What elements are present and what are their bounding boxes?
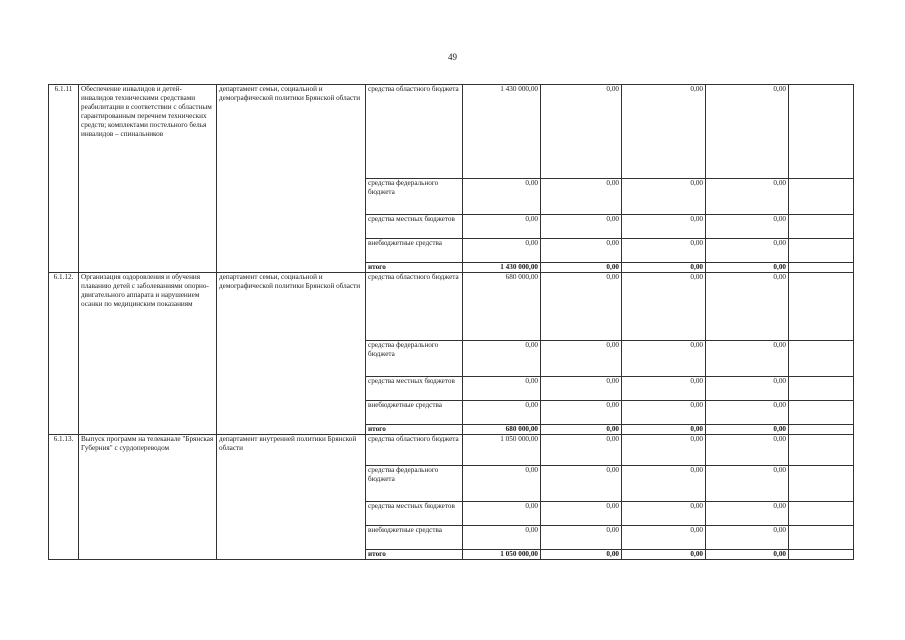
amount-cell: 0,00 bbox=[706, 179, 789, 215]
table-row bbox=[49, 179, 854, 215]
amount-cell: 680 000,00 bbox=[463, 425, 541, 435]
empty-cell bbox=[789, 435, 854, 466]
amount-cell: 0,00 bbox=[622, 263, 706, 273]
empty-cell bbox=[789, 179, 854, 215]
empty-cell bbox=[217, 263, 366, 273]
amount-cell: 0,00 bbox=[622, 85, 706, 179]
empty-cell bbox=[49, 502, 79, 526]
table-row bbox=[49, 435, 854, 466]
amount-cell: 0,00 bbox=[541, 401, 622, 425]
empty-cell bbox=[789, 377, 854, 401]
table-row bbox=[49, 550, 854, 560]
empty-cell bbox=[789, 550, 854, 560]
empty-cell bbox=[789, 502, 854, 526]
funding-source: средства местных бюджетов bbox=[366, 215, 463, 239]
amount-cell: 0,00 bbox=[622, 425, 706, 435]
amount-cell: 0,00 bbox=[463, 341, 541, 377]
funding-source: средства местных бюджетов bbox=[366, 502, 463, 526]
amount-cell: 0,00 bbox=[706, 550, 789, 560]
funding-source: внебюджетные средства bbox=[366, 526, 463, 550]
amount-cell: 0,00 bbox=[706, 401, 789, 425]
page-number: 49 bbox=[448, 52, 457, 62]
amount-cell: 0,00 bbox=[463, 377, 541, 401]
empty-cell bbox=[79, 401, 217, 425]
table-row bbox=[49, 263, 854, 273]
amount-cell: 0,00 bbox=[706, 502, 789, 526]
empty-cell bbox=[49, 263, 79, 273]
amount-cell: 0,00 bbox=[541, 179, 622, 215]
empty-cell bbox=[217, 341, 366, 377]
empty-cell bbox=[217, 401, 366, 425]
empty-cell bbox=[789, 425, 854, 435]
empty-cell bbox=[49, 466, 79, 502]
funding-source: итого bbox=[366, 425, 463, 435]
empty-cell bbox=[79, 550, 217, 560]
empty-cell bbox=[789, 526, 854, 550]
amount-cell: 0,00 bbox=[541, 466, 622, 502]
funding-source: средства федерального бюджета bbox=[366, 466, 463, 502]
empty-cell bbox=[789, 341, 854, 377]
funding-source: средства областного бюджета bbox=[366, 85, 463, 179]
amount-cell: 0,00 bbox=[622, 401, 706, 425]
amount-cell: 0,00 bbox=[622, 239, 706, 263]
amount-cell: 0,00 bbox=[622, 215, 706, 239]
budget-table bbox=[48, 84, 854, 560]
empty-cell bbox=[49, 377, 79, 401]
amount-cell: 0,00 bbox=[541, 502, 622, 526]
amount-cell: 0,00 bbox=[541, 263, 622, 273]
funding-source: внебюджетные средства bbox=[366, 239, 463, 263]
measure-name: Обеспечение инвалидов и детей-инвалидов техническими средствами реабилитации в соответствии с областным гарантированным перечнем технических средств; комплектами постельного белья инвалидов – спинальников bbox=[79, 85, 217, 179]
amount-cell: 0,00 bbox=[622, 377, 706, 401]
funding-source: средства областного бюджета bbox=[366, 435, 463, 466]
amount-cell: 0,00 bbox=[706, 239, 789, 263]
empty-cell bbox=[49, 550, 79, 560]
amount-cell: 1 050 000,00 bbox=[463, 435, 541, 466]
empty-cell bbox=[79, 425, 217, 435]
empty-cell bbox=[49, 179, 79, 215]
amount-cell: 0,00 bbox=[541, 425, 622, 435]
empty-cell bbox=[789, 273, 854, 341]
empty-cell bbox=[49, 526, 79, 550]
table-row bbox=[49, 341, 854, 377]
table-row bbox=[49, 526, 854, 550]
amount-cell: 0,00 bbox=[541, 341, 622, 377]
empty-cell bbox=[789, 263, 854, 273]
amount-cell: 0,00 bbox=[706, 466, 789, 502]
measure-number: 6.1.13. bbox=[49, 435, 79, 466]
amount-cell: 0,00 bbox=[622, 341, 706, 377]
empty-cell bbox=[79, 341, 217, 377]
amount-cell: 0,00 bbox=[706, 377, 789, 401]
empty-cell bbox=[217, 466, 366, 502]
amount-cell: 0,00 bbox=[706, 85, 789, 179]
amount-cell: 0,00 bbox=[541, 239, 622, 263]
empty-cell bbox=[789, 215, 854, 239]
amount-cell: 0,00 bbox=[541, 377, 622, 401]
funding-source: средства местных бюджетов bbox=[366, 377, 463, 401]
empty-cell bbox=[789, 239, 854, 263]
empty-cell bbox=[49, 401, 79, 425]
empty-cell bbox=[789, 466, 854, 502]
amount-cell: 0,00 bbox=[541, 273, 622, 341]
table-row bbox=[49, 239, 854, 263]
empty-cell bbox=[49, 425, 79, 435]
empty-cell bbox=[49, 341, 79, 377]
measure-executor: департамент семьи, социальной и демографической политики Брянской области bbox=[217, 85, 366, 179]
amount-cell: 0,00 bbox=[706, 526, 789, 550]
empty-cell bbox=[49, 215, 79, 239]
empty-cell bbox=[217, 526, 366, 550]
amount-cell: 0,00 bbox=[463, 239, 541, 263]
empty-cell bbox=[217, 550, 366, 560]
amount-cell: 1 430 000,00 bbox=[463, 85, 541, 179]
empty-cell bbox=[79, 377, 217, 401]
amount-cell: 0,00 bbox=[622, 179, 706, 215]
empty-cell bbox=[217, 377, 366, 401]
amount-cell: 0,00 bbox=[541, 215, 622, 239]
table-row bbox=[49, 425, 854, 435]
funding-source: итого bbox=[366, 263, 463, 273]
funding-source: средства федерального бюджета bbox=[366, 179, 463, 215]
empty-cell bbox=[49, 239, 79, 263]
empty-cell bbox=[79, 466, 217, 502]
measure-executor: департамент внутренней политики Брянской области bbox=[217, 435, 366, 466]
amount-cell: 1 050 000,00 bbox=[463, 550, 541, 560]
empty-cell bbox=[789, 85, 854, 179]
empty-cell bbox=[217, 239, 366, 263]
empty-cell bbox=[217, 502, 366, 526]
table-row bbox=[49, 466, 854, 502]
amount-cell: 0,00 bbox=[706, 435, 789, 466]
amount-cell: 0,00 bbox=[463, 502, 541, 526]
table-row bbox=[49, 502, 854, 526]
amount-cell: 1 430 000,00 bbox=[463, 263, 541, 273]
table-row bbox=[49, 273, 854, 341]
table-row bbox=[49, 401, 854, 425]
empty-cell bbox=[217, 215, 366, 239]
funding-source: итого bbox=[366, 550, 463, 560]
empty-cell bbox=[79, 239, 217, 263]
empty-cell bbox=[79, 263, 217, 273]
amount-cell: 0,00 bbox=[622, 435, 706, 466]
table-row bbox=[49, 85, 854, 179]
empty-cell bbox=[79, 215, 217, 239]
amount-cell: 0,00 bbox=[463, 215, 541, 239]
empty-cell bbox=[79, 502, 217, 526]
empty-cell bbox=[79, 179, 217, 215]
amount-cell: 0,00 bbox=[541, 435, 622, 466]
amount-cell: 0,00 bbox=[706, 263, 789, 273]
empty-cell bbox=[217, 179, 366, 215]
table-row bbox=[49, 215, 854, 239]
measure-name: Организация оздоровления и обучения плаванию детей с заболеваниями опорно-двигательного аппарата и нарушением осанки по медицинским показаниям bbox=[79, 273, 217, 341]
empty-cell bbox=[79, 526, 217, 550]
amount-cell: 0,00 bbox=[706, 273, 789, 341]
amount-cell: 0,00 bbox=[463, 526, 541, 550]
amount-cell: 0,00 bbox=[622, 526, 706, 550]
amount-cell: 0,00 bbox=[463, 466, 541, 502]
amount-cell: 0,00 bbox=[706, 215, 789, 239]
amount-cell: 0,00 bbox=[463, 401, 541, 425]
empty-cell bbox=[789, 401, 854, 425]
amount-cell: 0,00 bbox=[622, 273, 706, 341]
measure-name: Выпуск программ на телеканале "Брянская Губерния" с сурдопереводом bbox=[79, 435, 217, 466]
measure-executor: департамент семьи, социальной и демографической политики Брянской области bbox=[217, 273, 366, 341]
amount-cell: 0,00 bbox=[541, 550, 622, 560]
amount-cell: 0,00 bbox=[622, 466, 706, 502]
amount-cell: 0,00 bbox=[706, 341, 789, 377]
amount-cell: 0,00 bbox=[541, 85, 622, 179]
amount-cell: 0,00 bbox=[463, 179, 541, 215]
amount-cell: 0,00 bbox=[622, 550, 706, 560]
amount-cell: 0,00 bbox=[541, 526, 622, 550]
funding-source: средства федерального бюджета bbox=[366, 341, 463, 377]
measure-number: 6.1.12. bbox=[49, 273, 79, 341]
funding-source: внебюджетные средства bbox=[366, 401, 463, 425]
funding-source: средства областного бюджета bbox=[366, 273, 463, 341]
amount-cell: 0,00 bbox=[706, 425, 789, 435]
amount-cell: 680 000,00 bbox=[463, 273, 541, 341]
table-row bbox=[49, 377, 854, 401]
empty-cell bbox=[217, 425, 366, 435]
amount-cell: 0,00 bbox=[622, 502, 706, 526]
measure-number: 6.1.11 bbox=[49, 85, 79, 179]
